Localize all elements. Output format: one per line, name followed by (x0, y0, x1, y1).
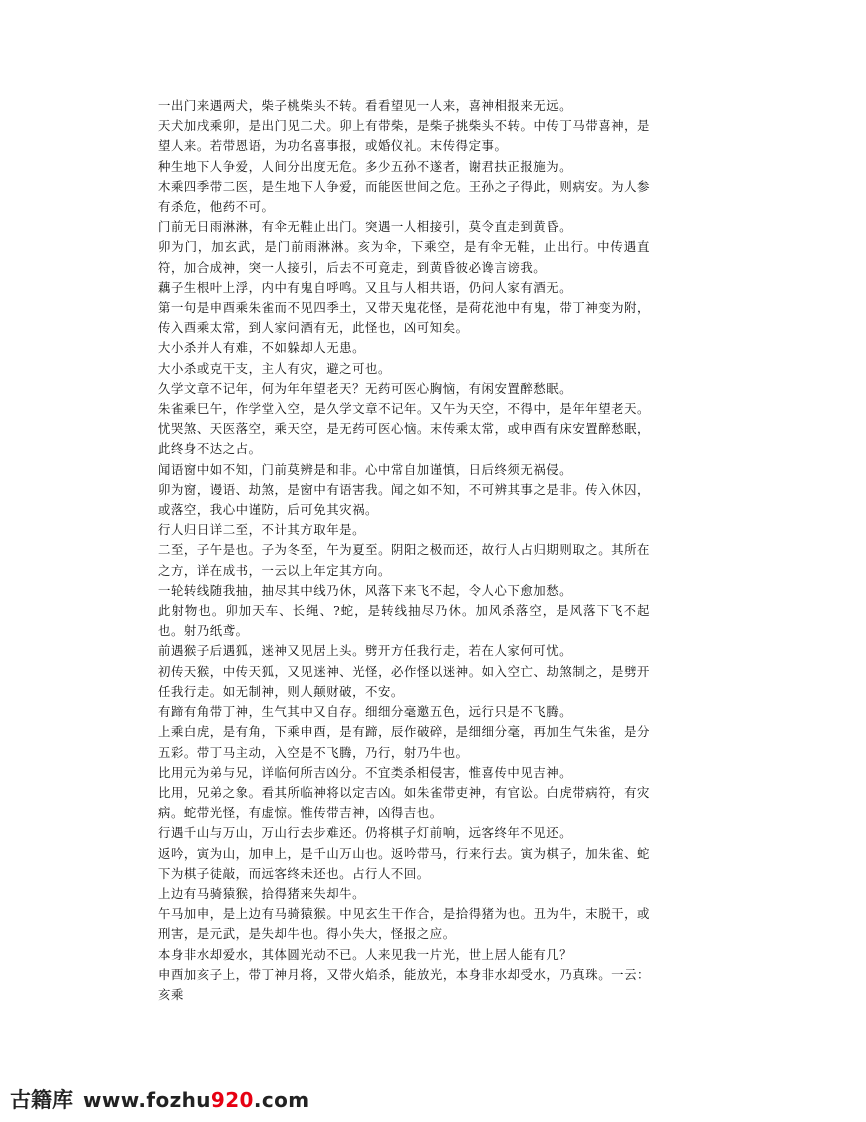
paragraph: 卯为窗，谩语、劫煞，是窗中有语害我。闻之如不知，不可辨其事之是非。传入休囚，或落空，我心中谨防，后可免其灾祸。 (158, 481, 650, 518)
paragraph: 第一句是申酉乘朱雀而不见四季土，又带天鬼花怪，是荷花池中有鬼，带丁神变为附，传入酉乘太常，到人家问酒有无，此怪也，凶可知矣。 (158, 300, 650, 336)
paragraph: 此射物也。卯加天车、长绳、?蛇，是转线抽尽乃休。加风杀落空，是风落下飞不起也。射乃纸鸢。 (158, 603, 650, 639)
paragraph: 前遇猴子后遇狐，迷神又见居上头。劈开方任我行走，若在人家何可忧。 (158, 643, 573, 659)
paragraph: 木乘四季带二医，是生地下人争爱，而能医世间之危。王孙之子得此，则病安。为人参有杀危，他药不可。 (158, 178, 650, 215)
paragraph: 种生地下人争爱，人间分出度无危。多少五孙不遂者，谢君扶正报施为。 (158, 158, 573, 174)
paragraph: 一出门来遇两犬，柴子桃柴头不转。看看望见一人来，喜神相报来无远。 (158, 98, 573, 113)
paragraph: 午马加申，是上边有马骑猿猴。中见玄生干作合，是拾得猪为也。丑为牛，末脱干，或刑害，是元武，是失却牛也。得小失大，怪报之应。 (158, 906, 650, 942)
paragraph: 行人归日详二至，不计其方取年是。 (158, 522, 366, 538)
paragraph: 藕子生根叶上浮，内中有鬼自呼鸣。又且与人相共语，仍问人家有酒无。 (158, 279, 573, 295)
paragraph: 本身非水却爱水，其体圆光动不已。人来见我一片光，世上居人能有几？ (158, 946, 573, 962)
site-watermark (10, 1086, 310, 1114)
paragraph: 久学文章不记年，何为年年望老天？无药可医心胸恼，有闲安置醉愁眠。 (158, 380, 573, 396)
paragraph: 返吟，寅为山，加申上，是千山万山也。返吟带马，行来行去。寅为棋子，加朱雀、蛇下为棋子徒敲，而远客终未还也。占行人不回。 (158, 845, 650, 881)
paragraph: 卯为门，加玄武，是门前雨淋淋。亥为伞，下乘空，是有伞无鞋，止出行。中传遇直符，加合成神，突一人接引，后去不可竟走，到黄昏彼必谗言谤我。 (158, 239, 650, 275)
site-url-suffix: .com (253, 1088, 310, 1112)
site-url-domain: fozhu (146, 1088, 211, 1112)
paragraph: 闻语窗中如不知，门前莫辨是和非。心中常自加谨慎，日后终须无祸侵。 (158, 461, 573, 477)
paragraph: 大小杀或克干支，主人有灾，避之可也。 (158, 360, 391, 376)
paragraph: 比用，兄弟之象。看其所临神将以定吉凶。如朱雀带吏神，有官讼。白虎带病符，有灾病。蛇带光怪，有虚惊。惟传带吉神，凶得吉也。 (158, 784, 650, 821)
paragraph: 有蹄有角带丁神，生气其中又自存。细细分毫邀五色，远行只是不飞腾。 (158, 704, 573, 720)
site-name: 古籍库 (10, 1088, 73, 1112)
paragraph: 一轮转线随我抽，抽尽其中线乃休，风落下来飞不起，令人心下愈加愁。 (158, 582, 573, 598)
paragraph: 二至，子午是也。子为冬至，午为夏至。阴阳之极而还，故行人占归期则取之。其所在之方，详在成书，一云以上年定其方向。 (158, 542, 650, 578)
site-url-highlight: 920 (210, 1088, 254, 1112)
paragraph: 天犬加戌乘卯，是出门见二犬。卯上有带柴，是柴子挑柴头不转。中传丁马带喜神，是望人来。若带恩语，为功名喜事报，或婚仪礼。末传得定事。 (158, 118, 650, 154)
paragraph: 初传天猴，中传天狐，又见迷神、光怪，必作怪以迷神。如入空亡、劫煞制之，是劈开任我行走。如无制神，则人颠财破，不安。 (158, 663, 650, 699)
paragraph: 门前无日雨淋淋，有伞无鞋止出门。突遇一人相接引，莫令直走到黄昏。 (158, 219, 573, 235)
site-url-prefix: www. (83, 1088, 147, 1112)
paragraph: 上乘白虎，是有角，下乘申酉，是有蹄，辰作破碎，是细细分毫，再加生气朱雀，是分五彩。带丁马主动，入空是不飞腾，乃行，射乃牛也。 (158, 724, 650, 760)
paragraph: 申酉加亥子上，带丁神月将，又带火焰杀，能放光，本身非水却受水，乃真珠。一云：亥乘 (158, 966, 650, 1002)
document-body (158, 96, 650, 1005)
paragraph: 行遇千山与万山，万山行去步难还。仍将棋子灯前响，远客终年不见还。 (158, 825, 573, 841)
paragraph: 上边有马骑猿猴，拾得猪来失却牛。 (158, 885, 366, 901)
paragraph: 朱雀乘巳午，作学堂入空，是久学文章不记年。又午为天空，不得中，是年年望老天。忧哭煞、天医落空，乘天空，是无药可医心恼。末传乘太常，或申酉有床安置醉愁眠，此终身不达之占。 (158, 401, 650, 457)
paragraph: 大小杀并人有难，不如躲却人无患。 (158, 340, 366, 356)
paragraph: 比用元为弟与兄，详临何所吉凶分。不宜类杀相侵害，惟喜传中见吉神。 (158, 764, 573, 780)
